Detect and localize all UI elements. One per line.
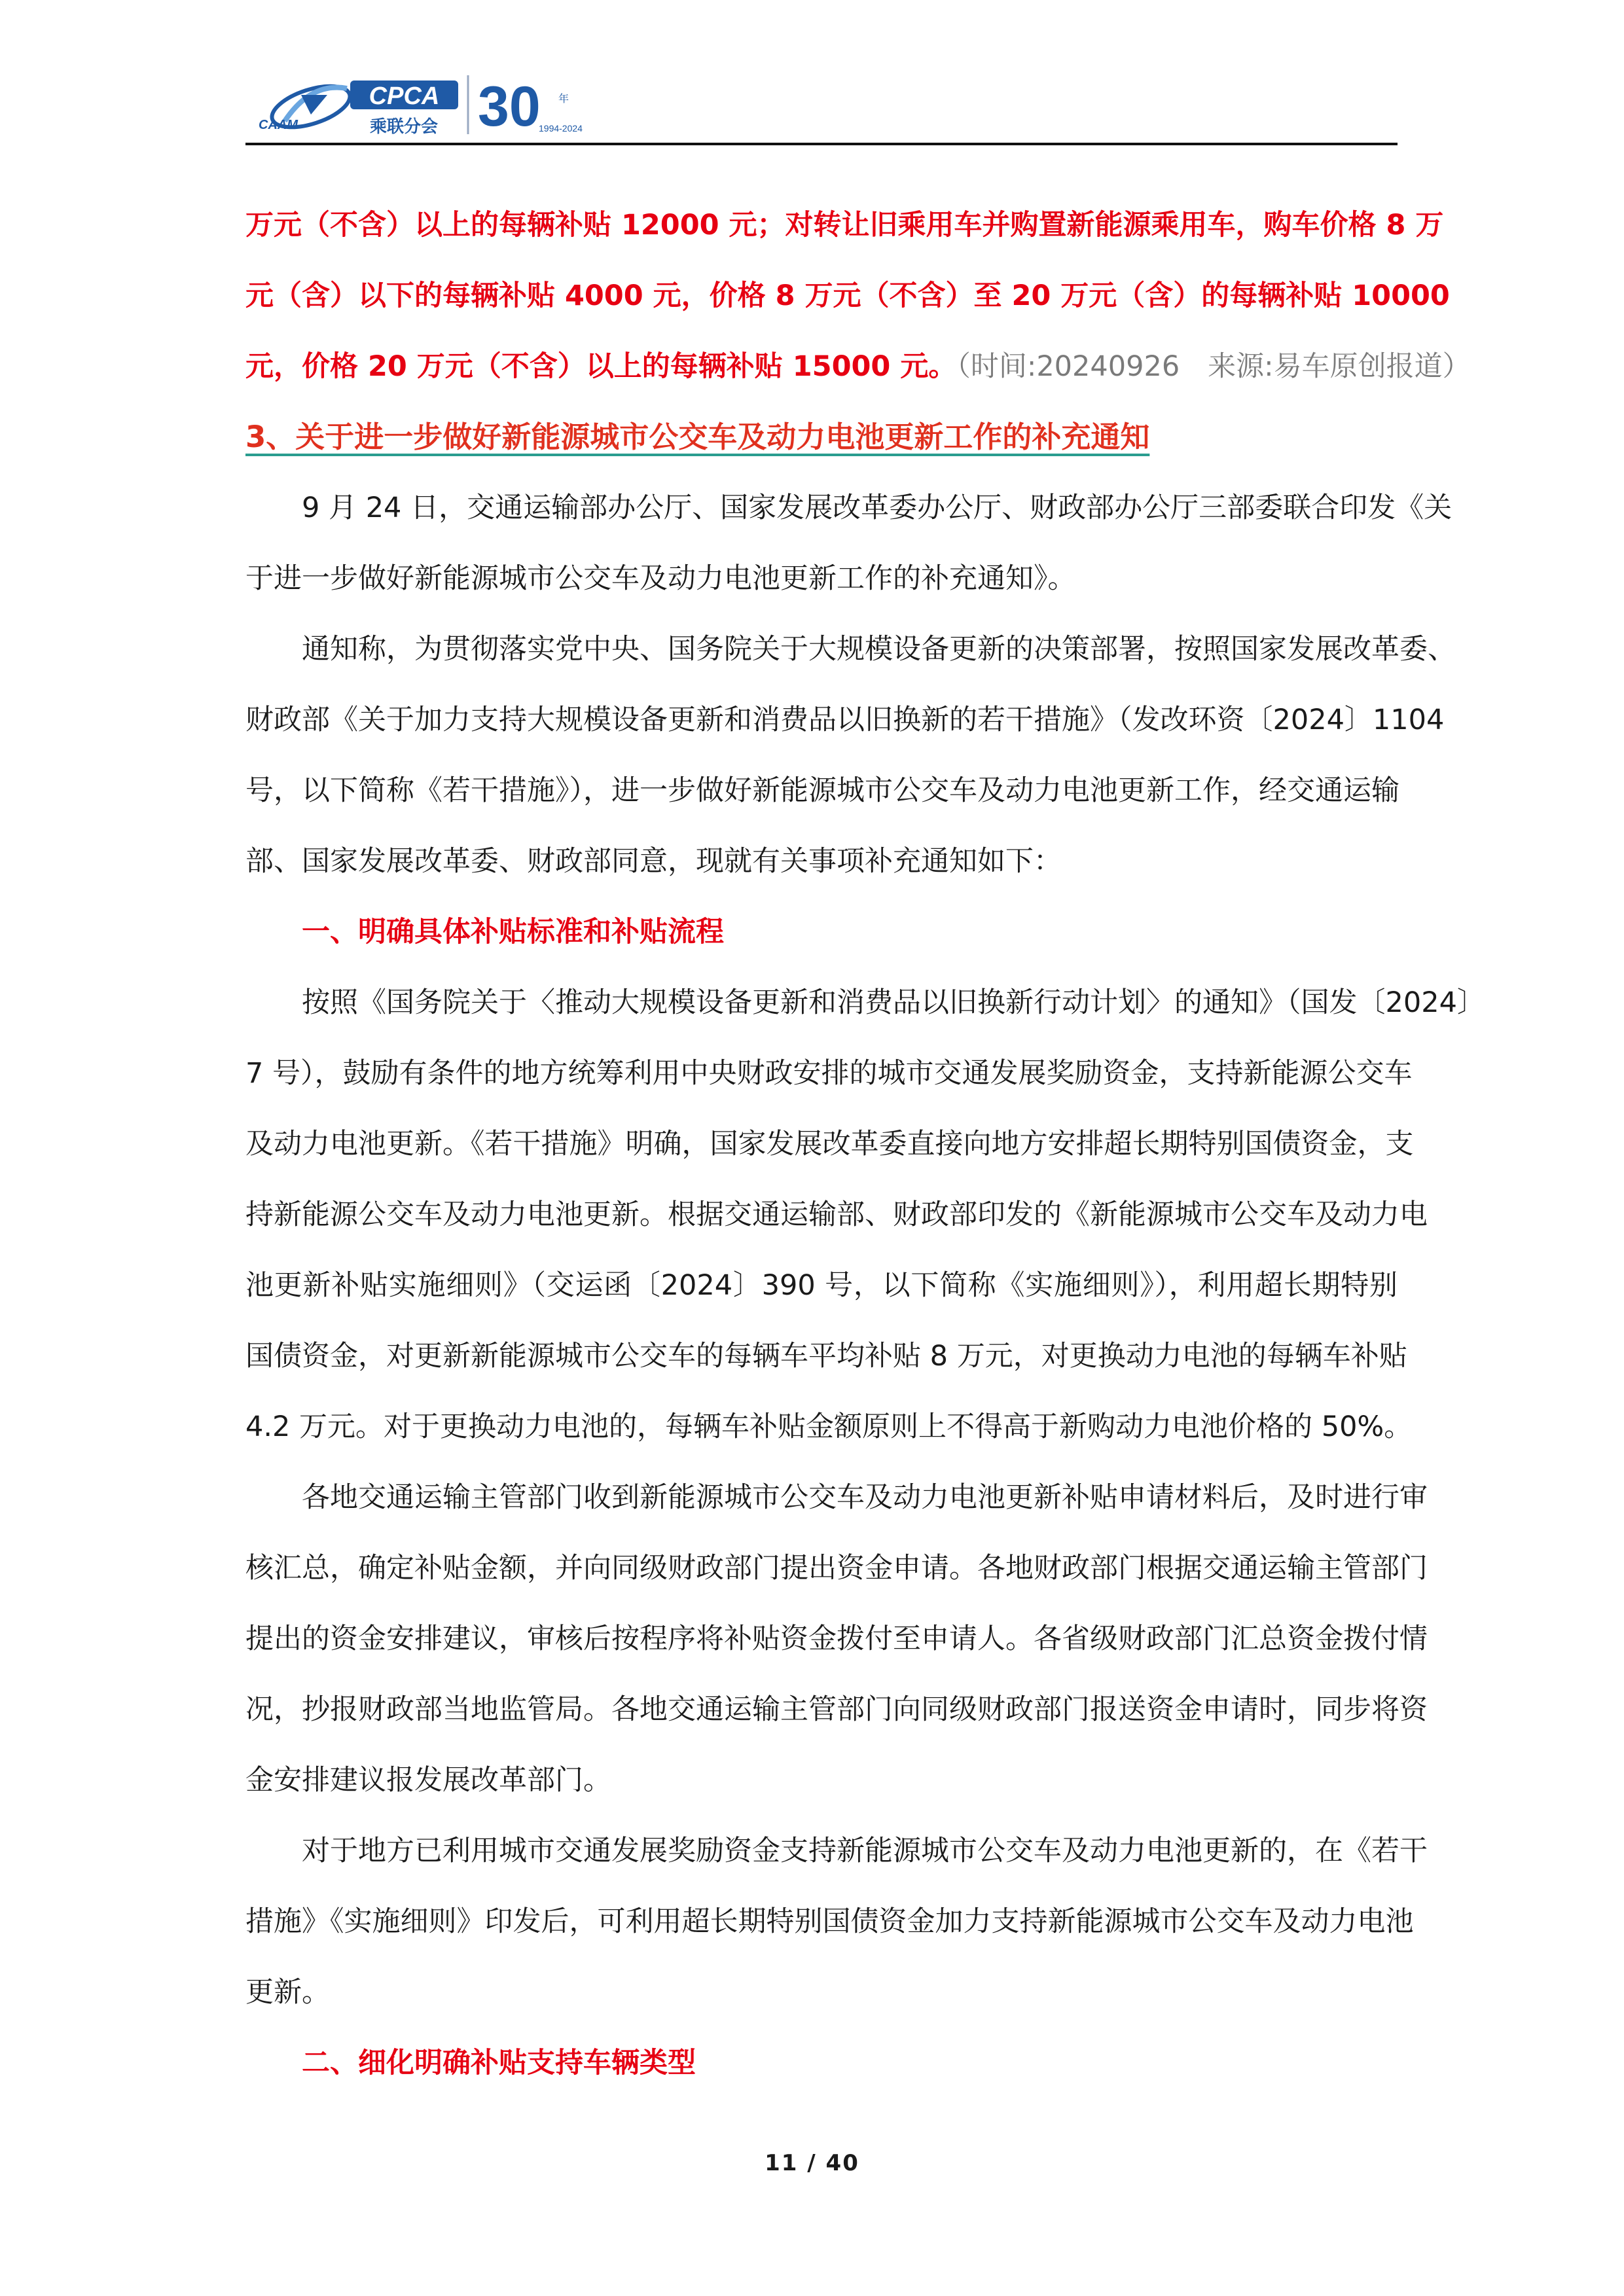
text-line: 措施》《实施细则》印发后，可利用超长期特别国债资金加力支持新能源城市公交车及动力电池	[245, 1905, 1414, 1938]
document-body	[245, 190, 1485, 2098]
anniversary-unit: 年	[558, 92, 569, 105]
text-line: 元（含）以下的每辆补贴 4000 元，价格 8 万元（不含）至 20 万元（含）的每辆补贴 10000	[245, 279, 1450, 312]
subheading: 二、细化明确补贴支持车辆类型	[302, 2047, 696, 2079]
text-line: 池更新补贴实施细则》（交运函〔2024〕390 号，以下简称《实施细则》），利用超长期特别	[245, 1269, 1398, 1302]
text-line: 金安排建议报发展改革部门。	[245, 1764, 611, 1797]
section-heading: 3、关于进一步做好新能源城市公交车及动力电池更新工作的补充通知	[245, 420, 1150, 454]
page-number: 11 / 40	[765, 2150, 859, 2176]
subheading: 一、明确具体补贴标准和补贴流程	[302, 916, 724, 948]
text-line: 7 号），鼓励有条件的地方统筹利用中央财政安排的城市交通发展奖励资金，支持新能源公交车	[245, 1057, 1413, 1090]
text-line: 财政部《关于加力支持大规模设备更新和消费品以旧换新的若干措施》（发改环资〔2024〕1104	[245, 704, 1445, 736]
text-line: 4.2 万元。对于更换动力电池的，每辆车补贴金额原则上不得高于新购动力电池价格的 50%。	[245, 1410, 1413, 1443]
text-line: 核汇总，确定补贴金额，并向同级财政部门提出资金申请。各地财政部门根据交通运输主管部门	[245, 1552, 1428, 1585]
anniversary-number: 30	[478, 75, 541, 138]
text-line: 提出的资金安排建议，审核后按程序将补贴资金拨付至申请人。各省级财政部门汇总资金拨付情	[245, 1623, 1428, 1655]
brand-chinese-name: 乘联分会	[370, 117, 439, 137]
text-line: 于进一步做好新能源城市公交车及动力电池更新工作的补充通知》。	[245, 562, 1076, 595]
text-line: 9 月 24 日，交通运输部办公厅、国家发展改革委办公厅、财政部办公厅三部委联合印发《关	[302, 492, 1453, 524]
header-rule	[245, 143, 1398, 145]
brand-wordmark: CPCA	[369, 82, 440, 110]
text-line: 国债资金，对更新新能源城市公交车的每辆车平均补贴 8 万元，对更换动力电池的每辆车补贴	[245, 1340, 1407, 1372]
text-line: 持新能源公交车及动力电池更新。根据交通运输部、财政部印发的《新能源城市公交车及动力电	[245, 1198, 1428, 1231]
text-line: 更新。	[245, 1976, 330, 2009]
text-line: 对于地方已利用城市交通发展奖励资金支持新能源城市公交车及动力电池更新的，在《若干	[302, 1835, 1428, 1867]
text-line: 通知称，为贯彻落实党中央、国务院关于大规模设备更新的决策部署，按照国家发展改革委、	[302, 633, 1456, 666]
text-line: 万元（不含）以上的每辆补贴 12000 元；对转让旧乘用车并购置新能源乘用车，购车价格 8 万	[245, 209, 1444, 242]
anniversary-years: 1994-2024	[539, 123, 583, 134]
text-line: 及动力电池更新。《若干措施》明确，国家发展改革委直接向地方安排超长期特别国债资金，支	[245, 1128, 1414, 1160]
text-line: 按照《国务院关于〈推动大规模设备更新和消费品以旧换新行动计划〉的通知》（国发〔2024〕	[302, 986, 1485, 1019]
text-line: 部、国家发展改革委、财政部同意，现就有关事项补充通知如下：	[245, 845, 1062, 878]
source-note: （时间:20240926 来源:易车原创报道）	[956, 350, 1471, 383]
page-header	[245, 65, 1398, 144]
text-line: 元，价格 20 万元（不含）以上的每辆补贴 15000 元。（时间:20240926 来源:易车原创报道）	[245, 350, 1471, 383]
text-line: 各地交通运输主管部门收到新能源城市公交车及动力电池更新补贴申请材料后，及时进行审	[302, 1481, 1428, 1514]
text-line: 号，以下简称《若干措施》），进一步做好新能源城市公交车及动力电池更新工作，经交通运输	[245, 774, 1399, 807]
brand-sub: CAAM	[259, 118, 298, 132]
text-line: 况，抄报财政部当地监管局。各地交通运输主管部门向同级财政部门报送资金申请时，同步将资	[245, 1693, 1428, 1726]
